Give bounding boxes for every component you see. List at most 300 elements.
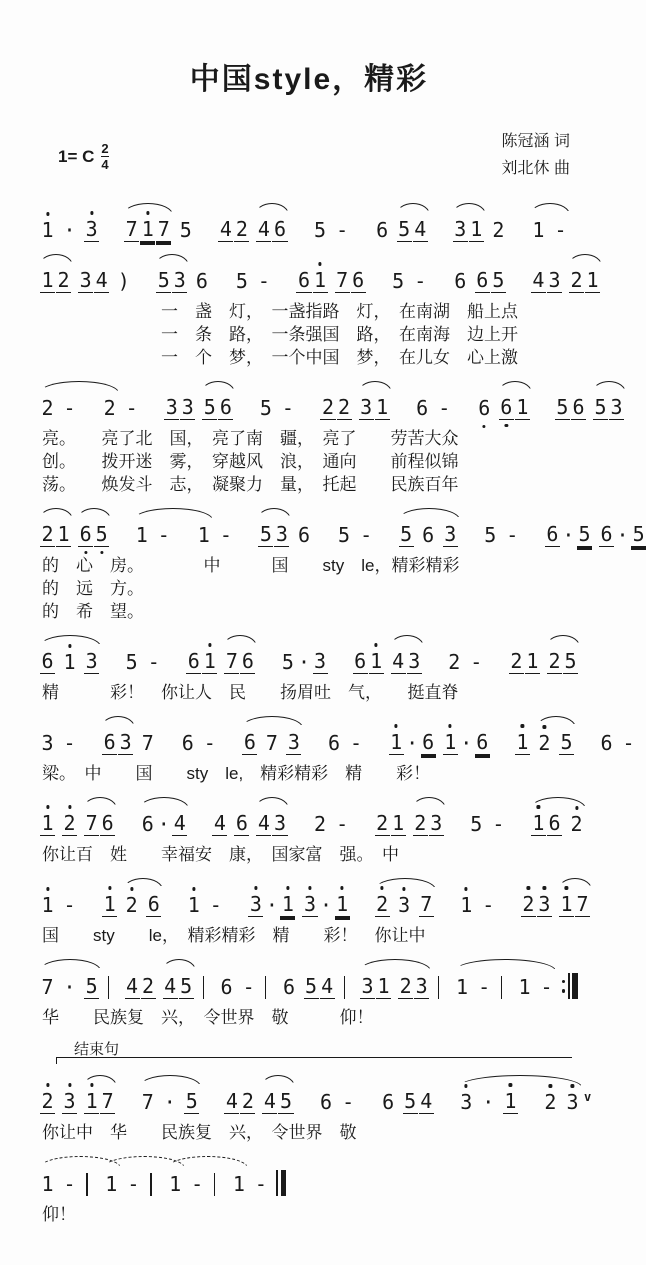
octave-dot-above: [375, 643, 378, 646]
note-glyph: ·: [405, 731, 420, 755]
note-glyph: 5: [483, 523, 498, 547]
note: [272, 217, 287, 242]
note: [559, 892, 574, 917]
note-glyph: 4: [256, 217, 271, 241]
note: [62, 396, 77, 420]
note: [40, 811, 55, 836]
note-glyph: 5: [313, 218, 328, 242]
note-glyph: 6: [234, 811, 249, 835]
note: [256, 269, 271, 293]
note-glyph: 4: [320, 974, 335, 998]
note: [240, 1089, 255, 1114]
note-glyph: -: [553, 218, 568, 242]
lyric-line: 亮。 亮了北 国， 亮了南 疆， 亮了 劳苦大众: [40, 427, 578, 450]
note: [397, 217, 412, 242]
note-glyph: -: [481, 893, 496, 917]
slur-arc: [39, 635, 101, 647]
note-glyph: 5: [391, 269, 406, 293]
note-glyph: 6: [547, 811, 562, 835]
lyric-line: 的 希 望。: [40, 600, 578, 623]
note-glyph: 4: [94, 268, 109, 292]
octave-dot-above: [68, 1083, 71, 1086]
note-glyph: 1: [389, 730, 404, 754]
note-glyph: -: [256, 269, 271, 293]
lyric-line: 国 sty le， 精彩精彩 精 彩！ 你让中: [40, 924, 578, 947]
note: [104, 1172, 119, 1196]
slur-arc: [39, 959, 101, 971]
note-glyph: 6: [146, 892, 161, 916]
note: [94, 522, 109, 547]
note: [264, 731, 279, 755]
note-glyph: 3: [360, 974, 375, 998]
note-glyph: 5: [156, 268, 171, 292]
note: [453, 217, 468, 242]
note: [296, 268, 311, 293]
slur-arc: [412, 797, 446, 809]
note: [156, 523, 171, 547]
note: [56, 268, 71, 293]
note-glyph: 3: [609, 395, 624, 419]
note: [403, 1089, 418, 1114]
slur-arc: [133, 508, 213, 520]
note-glyph: 7: [124, 217, 139, 241]
slur-arc: [390, 635, 424, 647]
note: [62, 650, 77, 674]
note: [565, 1090, 580, 1114]
note-glyph: 5: [593, 395, 608, 419]
note-glyph: 7: [335, 268, 350, 292]
music-line: [40, 200, 578, 242]
note-glyph: 2: [320, 395, 335, 419]
slur-arc: [139, 1075, 201, 1087]
notes-row: [40, 794, 578, 836]
note: [178, 218, 193, 242]
note-glyph: ·: [162, 1090, 177, 1114]
notes-row: [40, 378, 578, 420]
note: [559, 730, 574, 755]
slur-arc: [39, 508, 73, 520]
notes-row: [40, 875, 578, 917]
note-glyph: -: [124, 396, 139, 420]
lyric-line: 的 远 方。: [40, 577, 578, 600]
note-glyph: 5: [555, 395, 570, 419]
octave-dot-above: [208, 643, 211, 646]
octave-dot-above: [465, 887, 468, 890]
note-glyph: 1: [62, 650, 77, 674]
octave-dot-above: [90, 211, 93, 214]
slur-arc: [39, 254, 73, 266]
note: [481, 1090, 496, 1114]
bar-line: [214, 1173, 216, 1196]
note: [569, 268, 584, 293]
slur-arc: [167, 1156, 248, 1168]
slur-arc: [398, 508, 460, 520]
note-glyph: 5: [469, 812, 484, 836]
music-line: [40, 251, 578, 369]
note: [302, 892, 317, 917]
note-glyph: 1: [40, 1172, 55, 1196]
note: [156, 812, 171, 836]
slur-arc: [530, 203, 570, 215]
note: [537, 892, 552, 917]
note-glyph: 1: [84, 1089, 99, 1113]
repeat-dot: [562, 989, 565, 992]
note: [202, 649, 217, 674]
note: [62, 731, 77, 755]
note-glyph: -: [253, 1172, 268, 1196]
note-glyph: 2: [509, 649, 524, 673]
slur-arc: [452, 203, 486, 215]
note-glyph: 3: [180, 395, 195, 419]
time-signature-denominator: 4: [101, 156, 108, 172]
note: [84, 649, 99, 674]
note: [186, 893, 201, 917]
note-glyph: 1: [585, 268, 600, 292]
note: [40, 396, 55, 420]
note: [258, 396, 273, 420]
music-line: [40, 1153, 578, 1226]
note-glyph: 6: [186, 649, 201, 673]
note-glyph: 2: [62, 811, 77, 835]
note-glyph: 7: [84, 811, 99, 835]
note-glyph: 2: [491, 218, 506, 242]
note: [242, 730, 257, 755]
note: [313, 812, 328, 836]
note-glyph: 1: [443, 730, 458, 754]
note-glyph: 3: [274, 522, 289, 546]
score-lines: [40, 200, 578, 1226]
note-glyph: 5: [278, 1089, 293, 1113]
music-line: [40, 794, 578, 866]
note-glyph: -: [62, 1172, 77, 1196]
octave-dot-above: [254, 886, 257, 889]
note: [100, 811, 115, 836]
note-glyph: 6: [194, 269, 209, 293]
note-glyph: 2: [375, 892, 390, 916]
octave-dot-above: [521, 724, 524, 727]
note-glyph: -: [335, 218, 350, 242]
note: [313, 649, 328, 674]
note-glyph: 6: [140, 812, 155, 836]
note-glyph: 5: [559, 730, 574, 754]
note: [102, 730, 117, 755]
note: [241, 975, 256, 999]
note-glyph: 5: [179, 974, 194, 998]
note: [326, 731, 341, 755]
note-glyph: 1: [168, 1172, 183, 1196]
note: [141, 974, 156, 999]
note-glyph: -: [62, 893, 77, 917]
note-glyph: 1: [515, 730, 530, 754]
note-glyph: ·: [62, 218, 77, 242]
note-glyph: 1: [376, 974, 391, 998]
note-glyph: 3: [40, 731, 55, 755]
breath-mark: v: [584, 1085, 591, 1109]
note-glyph: 6: [475, 730, 490, 754]
note: [547, 268, 562, 293]
note: [156, 268, 171, 293]
slur-arc: [83, 797, 117, 809]
note: [391, 269, 406, 293]
note: [180, 731, 195, 755]
note-glyph: 5: [631, 522, 646, 546]
note-glyph: 6: [353, 649, 368, 673]
slur-arc: [255, 203, 289, 215]
note: [202, 395, 217, 420]
note: [62, 1089, 77, 1114]
note-glyph: 4: [413, 217, 428, 241]
note: [219, 975, 234, 999]
note-glyph: 6: [180, 731, 195, 755]
note: [218, 217, 233, 242]
slur-arc: [123, 878, 163, 890]
note-glyph: 6: [242, 730, 257, 754]
slur-arc: [241, 716, 303, 728]
note-glyph: 1: [525, 649, 540, 673]
note: [253, 1172, 268, 1196]
note-glyph: 7: [419, 892, 434, 916]
note-glyph: 2: [543, 1090, 558, 1114]
note: [125, 974, 140, 999]
note: [40, 1089, 55, 1114]
note-glyph: 6: [296, 268, 311, 292]
note: [515, 395, 530, 420]
note-glyph: 1: [459, 893, 474, 917]
note: [398, 974, 413, 999]
note-glyph: 1: [455, 975, 470, 999]
note-glyph: 6: [296, 523, 311, 547]
slur-arc: [568, 254, 602, 266]
note: [320, 395, 335, 420]
note: [375, 892, 390, 917]
note-glyph: 6: [545, 522, 560, 546]
note-glyph: 3: [414, 974, 429, 998]
note: [40, 522, 55, 547]
note-glyph: 4: [262, 1089, 277, 1113]
note-glyph: 4: [256, 811, 271, 835]
note: [186, 649, 201, 674]
note: [539, 975, 554, 999]
note-glyph: 2: [547, 649, 562, 673]
note-glyph: -: [539, 975, 554, 999]
note-glyph: 2: [337, 395, 352, 419]
note: [102, 892, 117, 917]
note: [274, 522, 289, 547]
note: [609, 395, 624, 420]
slur-arc: [162, 959, 196, 971]
note-glyph: 5: [397, 217, 412, 241]
note-glyph: -: [156, 523, 171, 547]
note-glyph: -: [280, 396, 295, 420]
note: [62, 893, 77, 917]
note: [335, 812, 350, 836]
note-glyph: ·: [481, 1090, 496, 1114]
note-glyph: 7: [40, 975, 55, 999]
note: [563, 649, 578, 674]
note: [224, 649, 239, 674]
note-glyph: 4: [224, 1089, 239, 1113]
note-glyph: 6: [40, 649, 55, 673]
note: [509, 649, 524, 674]
note: [146, 650, 161, 674]
note-glyph: 2: [313, 812, 328, 836]
slur-arc: [498, 381, 532, 393]
note-glyph: 1: [196, 523, 211, 547]
note: [40, 731, 55, 755]
octave-dot-above: [46, 805, 49, 808]
slur-arc: [458, 1075, 582, 1087]
note: [140, 731, 155, 755]
octave-dot-above: [527, 886, 530, 889]
note-glyph: 6: [100, 811, 115, 835]
note-glyph: 6: [240, 649, 255, 673]
note-glyph: 5: [202, 395, 217, 419]
note-glyph: -: [341, 1090, 356, 1114]
octave-dot-above: [46, 1083, 49, 1086]
note-glyph: 3: [272, 811, 287, 835]
repeat-end-barline: [562, 973, 578, 999]
note: [212, 811, 227, 836]
note-glyph: 1: [531, 218, 546, 242]
note-glyph: 3: [78, 268, 93, 292]
note: [545, 522, 560, 547]
note: [163, 974, 178, 999]
note: [483, 523, 498, 547]
note-glyph: 3: [429, 811, 444, 835]
note-glyph: 1: [503, 1089, 518, 1113]
note-glyph: 3: [453, 217, 468, 241]
note-glyph: -: [621, 731, 636, 755]
note: [469, 650, 484, 674]
octave-dot-above: [308, 886, 311, 889]
note-glyph: 2: [398, 974, 413, 998]
note: [531, 268, 546, 293]
note: [184, 1089, 199, 1114]
note: [84, 217, 99, 242]
note-glyph: 7: [575, 892, 590, 916]
note-glyph: -: [146, 650, 161, 674]
slur-arc: [223, 635, 257, 647]
note: [359, 395, 374, 420]
note: [525, 649, 540, 674]
slur-arc: [592, 381, 626, 393]
note-glyph: 6: [477, 396, 492, 420]
octave-dot-above: [340, 886, 343, 889]
note-glyph: 2: [521, 892, 536, 916]
note: [561, 523, 576, 547]
note-glyph: ·: [62, 975, 77, 999]
note-glyph: 1: [559, 892, 574, 916]
note-glyph: 2: [40, 396, 55, 420]
note: [126, 1172, 141, 1196]
note: [577, 522, 592, 547]
note-glyph: 1: [202, 649, 217, 673]
note-glyph: 3: [443, 522, 458, 546]
note-glyph: -: [202, 731, 217, 755]
note-glyph: 6: [571, 395, 586, 419]
note: [156, 217, 171, 242]
note: [172, 811, 187, 836]
note-glyph: 1: [369, 649, 384, 673]
note-glyph: 2: [141, 974, 156, 998]
note-glyph: -: [335, 812, 350, 836]
note: [443, 730, 458, 755]
note-glyph: 6: [415, 396, 430, 420]
note-glyph: 2: [102, 396, 117, 420]
note: [569, 812, 584, 836]
note: [375, 811, 390, 836]
slur-arc: [546, 635, 580, 647]
note-glyph: 6: [319, 1090, 334, 1114]
ending-section-label: 结束句: [74, 1038, 119, 1059]
note: [234, 217, 249, 242]
lyric-line: 一 个 梦， 一个中国 梦， 在儿女 心上激: [40, 346, 578, 369]
slur-arc: [139, 797, 189, 809]
note: [231, 1172, 246, 1196]
note: [282, 975, 297, 999]
ending-bracket-line: [56, 1057, 572, 1064]
note: [571, 395, 586, 420]
note-glyph: 1: [40, 218, 55, 242]
note: [469, 812, 484, 836]
note: [62, 1172, 77, 1196]
lyric-line: 你让百 姓 幸福安 康， 国家富 强。 中: [40, 843, 578, 866]
note: [304, 974, 319, 999]
note: [349, 731, 364, 755]
slur-arc: [558, 878, 592, 890]
note-glyph: ·: [561, 523, 576, 547]
note-glyph: 6: [218, 395, 233, 419]
note: [280, 650, 295, 674]
note: [286, 730, 301, 755]
note: [437, 396, 452, 420]
note: [62, 811, 77, 836]
note-glyph: 1: [375, 395, 390, 419]
note-glyph: 5: [399, 522, 414, 546]
octave-dot-above: [192, 887, 195, 890]
note: [351, 268, 366, 293]
note: [278, 1089, 293, 1114]
note-glyph: 5: [563, 649, 578, 673]
note: [491, 268, 506, 293]
note: [62, 975, 77, 999]
note-glyph: 5: [491, 268, 506, 292]
score-header: [58, 128, 570, 182]
note: [94, 268, 109, 293]
note-glyph: -: [437, 396, 452, 420]
note: [353, 649, 368, 674]
note-glyph: 7: [140, 731, 155, 755]
note-glyph: -: [126, 1172, 141, 1196]
note-glyph: -: [469, 650, 484, 674]
composer-credit: 刘北休 曲: [502, 155, 570, 182]
note-glyph: 4: [125, 974, 140, 998]
music-line: [40, 713, 578, 785]
note: [419, 1089, 434, 1114]
note: [499, 395, 514, 420]
notes-row: [40, 200, 578, 242]
note: [517, 975, 532, 999]
note: [262, 1089, 277, 1114]
note-glyph: 6: [326, 731, 341, 755]
note: [337, 523, 352, 547]
note: [615, 523, 630, 547]
note-glyph: 6: [351, 268, 366, 292]
note: [296, 650, 311, 674]
note: [234, 811, 249, 836]
note-glyph: 1: [104, 1172, 119, 1196]
octave-dot-above: [449, 724, 452, 727]
